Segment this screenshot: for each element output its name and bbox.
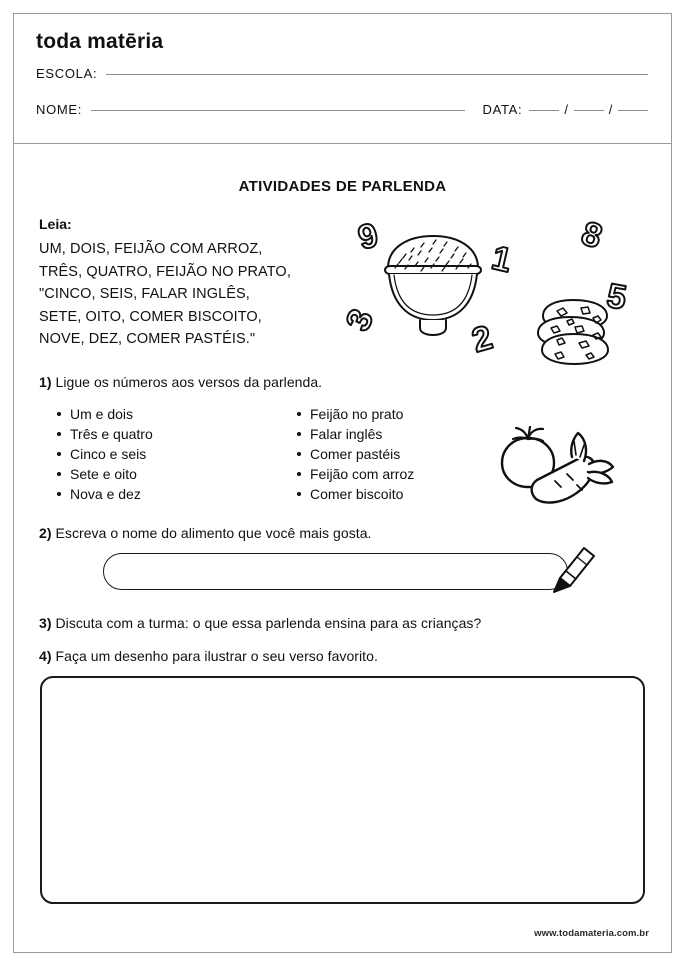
question-2-number: 2) xyxy=(39,525,52,541)
date-field-group xyxy=(483,102,648,117)
scatter-number-8: 8 xyxy=(576,214,607,257)
pencil-icon xyxy=(554,548,594,592)
pencil-illustration xyxy=(540,536,602,598)
question-4-text: Faça um desenho para ilustrar o seu verso favorito. xyxy=(51,648,378,664)
list-item[interactable] xyxy=(310,404,414,424)
scatter-number-5: 5 xyxy=(604,276,630,318)
cookie-stack-icon xyxy=(538,300,608,364)
name-blank-line[interactable] xyxy=(91,110,464,111)
list-item[interactable] xyxy=(70,424,153,444)
question-3-text: Discuta com a turma: o que essa parlenda ensina para as crianças? xyxy=(51,615,482,631)
list-item-label: Um e dois xyxy=(70,406,134,422)
matching-list-right xyxy=(292,404,414,504)
scatter-number-3: 3 xyxy=(338,303,382,337)
question-1 xyxy=(39,374,322,390)
list-item-label: Sete e oito xyxy=(70,466,137,482)
read-label: Leia: xyxy=(39,216,72,232)
question-2-text: Escreva o nome do alimento que você mais gosta. xyxy=(51,525,372,541)
name-label: NOME: xyxy=(36,102,83,117)
poem-line: TRÊS, QUATRO, FEIJÃO NO PRATO, xyxy=(39,263,291,280)
date-separator-1: / xyxy=(564,102,569,117)
matching-list-left xyxy=(52,404,153,504)
list-item-label: Falar inglês xyxy=(310,426,383,442)
drawing-area[interactable] xyxy=(40,676,645,904)
list-item-label: Três e quatro xyxy=(70,426,153,442)
poem-line: NOVE, DEZ, COMER PASTÉIS." xyxy=(39,331,256,347)
question-1-text: Ligue os números aos versos da parlenda. xyxy=(51,374,323,390)
date-year-blank[interactable] xyxy=(618,110,648,111)
list-item[interactable] xyxy=(70,404,153,424)
question-2 xyxy=(39,525,371,541)
list-item[interactable] xyxy=(310,484,414,504)
list-item-label: Comer pastéis xyxy=(310,446,401,462)
question-1-number: 1) xyxy=(39,374,52,390)
scatter-number-2: 2 xyxy=(467,318,497,361)
scatter-number-1: 1 xyxy=(488,238,516,280)
poem-line: "CINCO, SEIS, FALAR INGLÊS, xyxy=(39,286,250,302)
poem-line: SETE, OITO, COMER BISCOITO, xyxy=(39,308,262,325)
list-item[interactable] xyxy=(70,464,153,484)
date-label: DATA: xyxy=(482,102,523,117)
list-item[interactable] xyxy=(310,464,414,484)
answer-input-field[interactable] xyxy=(103,553,568,590)
school-blank-line[interactable] xyxy=(106,74,648,75)
scatter-number-9: 9 xyxy=(354,215,382,258)
rice-bowl-icon xyxy=(385,236,481,335)
header-divider xyxy=(13,143,672,144)
page-title: ATIVIDADES DE PARLENDA xyxy=(238,178,447,195)
rice-bowl-and-cookies-illustration xyxy=(338,208,635,368)
school-label: ESCOLA: xyxy=(36,66,98,81)
question-4-number: 4) xyxy=(39,648,52,664)
date-separator-2: / xyxy=(608,102,613,117)
poem-line: UM, DOIS, FEIJÃO COM ARROZ, xyxy=(39,241,263,257)
school-field-row xyxy=(36,66,648,81)
question-3-number: 3) xyxy=(39,615,52,631)
date-month-blank[interactable] xyxy=(574,110,604,111)
list-item-label: Nova e dez xyxy=(70,486,141,502)
brand-logo: toda matēria xyxy=(36,30,164,53)
list-item-label: Feijão no prato xyxy=(310,406,404,422)
list-item[interactable] xyxy=(70,444,153,464)
list-item-label: Cinco e seis xyxy=(70,446,147,462)
list-item-label: Feijão com arroz xyxy=(310,466,415,482)
question-4 xyxy=(39,648,378,664)
footer-url: www.todamateria.com.br xyxy=(534,928,649,939)
question-3 xyxy=(39,615,481,631)
parlenda-poem xyxy=(39,238,291,351)
list-item[interactable] xyxy=(310,424,414,444)
list-item-label: Comer biscoito xyxy=(310,486,404,502)
tomato-and-carrot-illustration xyxy=(492,415,622,507)
name-field-row xyxy=(36,102,648,117)
list-item[interactable] xyxy=(310,444,414,464)
date-day-blank[interactable] xyxy=(529,110,559,111)
list-item[interactable] xyxy=(70,484,153,504)
